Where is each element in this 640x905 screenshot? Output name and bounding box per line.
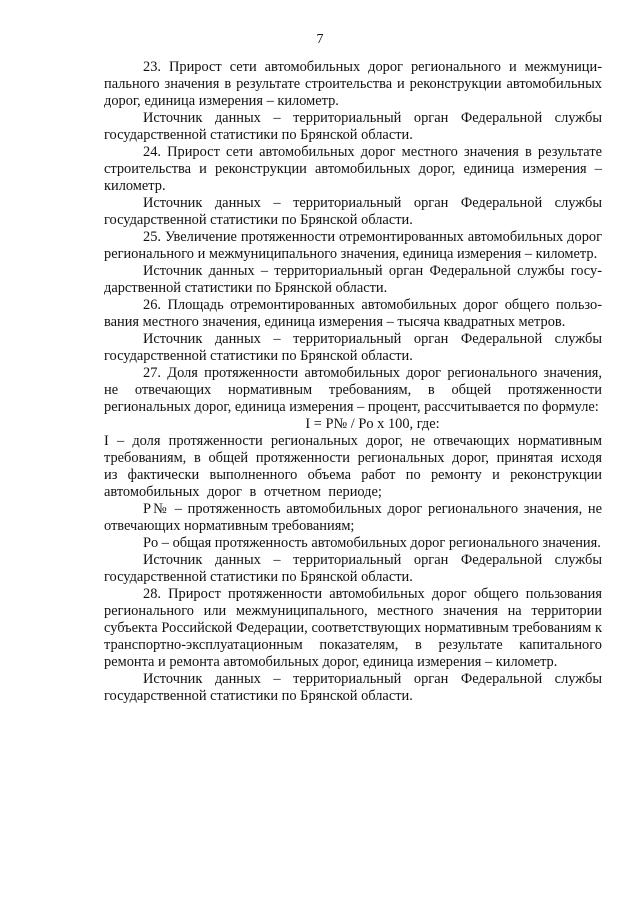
paragraph-24: 24. Прирост сети автомобильных дорог местного значения в результате строительства и реконструкции автомобильных дорог, единица измерения – километр. — [104, 144, 602, 194]
paragraph-26: 26. Площадь отремонтированных автомобильных дорог общего пользования местного значения, единица измерения – тысяча квадратных метров. — [104, 297, 602, 330]
definition-po: Po – общая протяженность автомобильных дорог регионального значения. — [143, 535, 601, 551]
paragraph-28: 28. Прирост протяженности автомобильных дорог общего пользования регионального или межмуниципального, местного значения на территории субъекта Российской Федерации, соответствующих нормативным требованиям к транспортно-эксплуатационным показателям, в результате капитального ремонта и ремонта автомобильных дорог, единица измерения – километр. — [104, 586, 602, 670]
paragraph-27: 27. Доля протяженности автомобильных дорог регионального значения, не отвечающих нормативным требованиям, в общей протяженности региональных дорог, единица измерения – процент, рассчитывается по формуле: — [104, 365, 602, 415]
document-body — [104, 59, 602, 705]
paragraph-source: Источник данных – территориальный орган Федеральной службы государственной статистики по Брянской области. — [104, 552, 602, 585]
page-number: 7 — [316, 32, 324, 47]
paragraph-source: Источник данных – территориальный орган Федеральной службы государственной статистики по Брянской области. — [104, 331, 602, 364]
paragraph-source: Источник данных – территориальный орган Федеральной службы государственной статистики по Брянской области. — [104, 671, 602, 704]
paragraph-source: Источник данных – территориальный орган Федеральной службы государственной статистики по Брянской области. — [104, 110, 602, 143]
paragraph-source: Источник данных – территориальный орган Федеральной службы государственной статистики по Брянской области. — [104, 263, 602, 296]
definition-i: I – доля протяженности региональных дорог, не отвечающих нормативным требованиям, в общей протяженности региональных дорог, принятая исходя из фактически выполненного объема работ по ремонту и реконструкции автомобильных дорог в отчетном периоде; — [104, 433, 602, 500]
definition-pn: P№ – протяженность автомобильных дорог регионального значения, не отвечающих нормативным требованиям; — [104, 501, 602, 534]
paragraph-23: 23. Прирост сети автомобильных дорог регионального и межмуниципального значения в результате строительства и реконструкции автомобильных дорог, единица измерения – километр. — [104, 59, 602, 109]
paragraph-25: 25. Увеличение протяженности отремонтированных автомобильных дорог регионального и межмуниципального значения, единица измерения – километр. — [104, 229, 602, 262]
formula: I = P№ / Po x 100, где: — [305, 416, 440, 432]
paragraph-source: Источник данных – территориальный орган Федеральной службы государственной статистики по Брянской области. — [104, 195, 602, 228]
